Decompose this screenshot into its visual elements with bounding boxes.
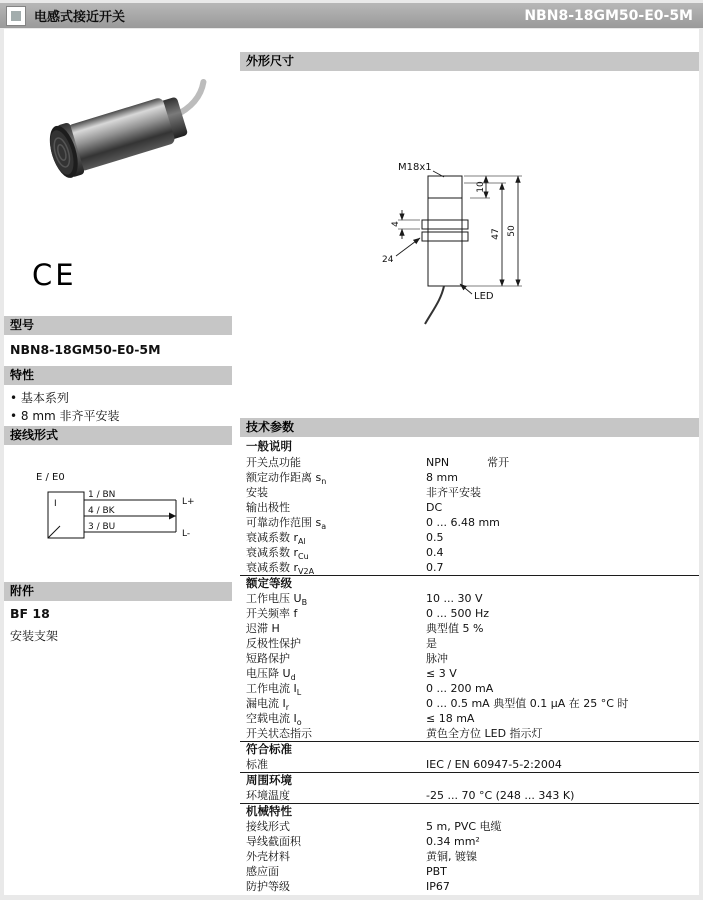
tech-row-value: 0.7 bbox=[426, 561, 444, 574]
tech-section-title: 一般说明 bbox=[246, 439, 292, 453]
tech-row bbox=[240, 455, 699, 470]
brand-cube-icon-inner bbox=[11, 11, 21, 21]
product-photo bbox=[18, 46, 214, 218]
tech-row bbox=[240, 711, 699, 726]
tech-row-value: 5 m, PVC 电缆 bbox=[426, 820, 502, 833]
tech-row-label: 漏电流 $I_r$ bbox=[246, 697, 290, 713]
tech-row-label: 短路保护 bbox=[246, 652, 290, 665]
tech-row-value: NPN 常开 bbox=[426, 456, 510, 469]
pin4-label: 4 / BK bbox=[88, 506, 115, 516]
pin3-label: 3 / BU bbox=[88, 522, 116, 532]
tech-row-label: 接线形式 bbox=[246, 820, 290, 833]
tech-row-label: 衰减系数 $r_{V2A}$ bbox=[246, 561, 315, 577]
header-bar bbox=[0, 3, 703, 28]
tech-row-value: -25 ... 70 °C (248 ... 343 K) bbox=[426, 789, 575, 802]
tech-row bbox=[240, 879, 699, 894]
tech-row-label: 衰减系数 $r_{Cu}$ bbox=[246, 546, 309, 562]
feature-item: • 基本系列 bbox=[10, 389, 120, 407]
tech-row-value: 黄铜, 镀镍 bbox=[426, 850, 477, 863]
tech-row bbox=[240, 560, 699, 575]
dim-10-label: 10 bbox=[476, 181, 486, 193]
tech-row-value: 0 ... 500 Hz bbox=[426, 607, 490, 620]
tech-row-label: 安装 bbox=[246, 486, 268, 499]
section-header-accessories: 附件 bbox=[4, 582, 232, 601]
tech-section-title: 符合标准 bbox=[240, 741, 699, 757]
accessory-name: BF 18 bbox=[10, 606, 50, 621]
tech-row-label: 开关点功能 bbox=[246, 456, 301, 469]
sensor-symbol-label: I bbox=[54, 499, 57, 509]
tech-row bbox=[240, 819, 699, 834]
tech-row bbox=[240, 500, 699, 515]
tech-row-value: 0 ... 6.48 mm bbox=[426, 516, 500, 529]
brand-cube-icon bbox=[6, 6, 26, 26]
tech-row bbox=[240, 726, 699, 741]
pin1-label: 1 / BN bbox=[88, 490, 116, 500]
wiring-type-label: E / E0 bbox=[36, 472, 65, 483]
lminus-label: L- bbox=[182, 529, 191, 539]
tech-row-label: 外壳材料 bbox=[246, 850, 290, 863]
tech-row-label: 空载电流 $I_o$ bbox=[246, 712, 302, 728]
tech-row-label: 标准 bbox=[246, 758, 268, 771]
tech-row-value: ≤ 3 V bbox=[426, 667, 457, 680]
led-label: LED bbox=[474, 291, 494, 302]
tech-section-title: 周围环境 bbox=[240, 772, 699, 788]
tech-row-value: PBT bbox=[426, 865, 447, 878]
dim-4-label: 4 bbox=[391, 221, 401, 227]
feature-item: • 8 mm 非齐平安装 bbox=[10, 407, 120, 425]
tech-row bbox=[240, 485, 699, 500]
tech-row bbox=[240, 470, 699, 485]
tech-row-label: 开关频率 f bbox=[246, 607, 298, 620]
tech-row-value: 0.4 bbox=[426, 546, 444, 559]
tech-row-value: 0.34 mm² bbox=[426, 835, 480, 848]
tech-row-label: 环境温度 bbox=[246, 789, 290, 802]
tech-row bbox=[240, 849, 699, 864]
section-header-features: 特性 bbox=[4, 366, 232, 385]
tech-row-value: IEC / EN 60947-5-2:2004 bbox=[426, 758, 562, 771]
page-title: 电感式接近开关 bbox=[34, 10, 126, 25]
dim-47-label: 47 bbox=[491, 228, 501, 240]
tech-row-label: 电压降 $U_d$ bbox=[246, 667, 296, 683]
tech-row-label: 衰减系数 $r_{Al}$ bbox=[246, 531, 306, 547]
tech-row-label: 工作电压 $U_B$ bbox=[246, 592, 308, 608]
tech-row-value: 0 ... 200 mA bbox=[426, 682, 494, 695]
ce-mark bbox=[30, 256, 120, 294]
tech-row-value: 8 mm bbox=[426, 471, 458, 484]
tech-row bbox=[240, 515, 699, 530]
tech-row bbox=[240, 651, 699, 666]
sensor-image bbox=[44, 81, 214, 181]
tech-section-title: 机械特性 bbox=[240, 803, 699, 819]
section-header-model: 型号 bbox=[4, 316, 232, 335]
dim-50-label: 50 bbox=[507, 225, 517, 237]
model-number: NBN8-18GM50-E0-5M bbox=[10, 342, 161, 357]
extension-lines bbox=[398, 176, 522, 286]
tech-row-value: 0 ... 0.5 mA 典型值 0.1 µA 在 25 °C 时 bbox=[426, 697, 629, 710]
tech-row bbox=[240, 681, 699, 696]
wiring-diagram bbox=[28, 464, 218, 568]
tech-row-value: 0.5 bbox=[426, 531, 444, 544]
accessory-description: 安装支架 bbox=[10, 629, 59, 643]
tech-row-label: 输出极性 bbox=[246, 501, 290, 514]
tech-row bbox=[240, 788, 699, 803]
thread-label: M18x1 bbox=[398, 162, 432, 173]
tech-row-label: 迟滞 H bbox=[246, 622, 280, 635]
tech-row-label: 感应面 bbox=[246, 865, 279, 878]
tech-row-label: 工作电流 $I_L$ bbox=[246, 682, 302, 698]
tech-row-label: 额定动作距离 $s_n$ bbox=[246, 471, 327, 487]
dim-24-label: 24 bbox=[382, 255, 394, 265]
tech-row-label: 防护等级 bbox=[246, 880, 290, 893]
tech-row-value: 黄色全方位 LED 指示灯 bbox=[426, 727, 543, 740]
tech-row-label: 可靠动作范围 $s_a$ bbox=[246, 516, 327, 532]
tech-table bbox=[240, 439, 699, 894]
tech-row bbox=[240, 591, 699, 606]
tech-row bbox=[240, 606, 699, 621]
dimension-drawing bbox=[240, 76, 699, 412]
tech-row-value: 脉冲 bbox=[426, 652, 448, 665]
lplus-label: L+ bbox=[182, 497, 195, 507]
tech-row bbox=[240, 545, 699, 560]
tech-row-value: 是 bbox=[426, 637, 437, 650]
tech-row bbox=[240, 757, 699, 772]
section-header-connection: 接线形式 bbox=[4, 426, 232, 445]
tech-row bbox=[240, 530, 699, 545]
tech-section-title: 额定等级 bbox=[240, 575, 699, 591]
section-header-dimensions: 外形尺寸 bbox=[240, 52, 699, 71]
tech-row-label: 反极性保护 bbox=[246, 637, 301, 650]
tech-row bbox=[240, 696, 699, 711]
tech-row-value: DC bbox=[426, 501, 443, 514]
tech-row-label: 导线截面积 bbox=[246, 835, 301, 848]
tech-row-value: 典型值 5 % bbox=[426, 622, 484, 635]
tech-row bbox=[240, 834, 699, 849]
ce-mark-text: CE bbox=[32, 258, 77, 292]
tech-row-value: IP67 bbox=[426, 880, 450, 893]
tech-row bbox=[240, 636, 699, 651]
cable-line bbox=[425, 286, 444, 324]
tech-row-value: 非齐平安装 bbox=[426, 486, 481, 499]
section-header-technical-data: 技术参数 bbox=[240, 418, 699, 437]
product-code: NBN8-18GM50-E0-5M bbox=[524, 7, 693, 24]
tech-row bbox=[240, 864, 699, 879]
tech-row-value: 10 ... 30 V bbox=[426, 592, 483, 605]
tech-row bbox=[240, 621, 699, 636]
tech-row bbox=[240, 666, 699, 681]
features-list bbox=[10, 389, 120, 425]
tech-row-value: ≤ 18 mA bbox=[426, 712, 475, 725]
output-arrow bbox=[169, 513, 176, 520]
sensor-outline bbox=[422, 176, 468, 286]
tech-row-label: 开关状态指示 bbox=[246, 727, 312, 740]
